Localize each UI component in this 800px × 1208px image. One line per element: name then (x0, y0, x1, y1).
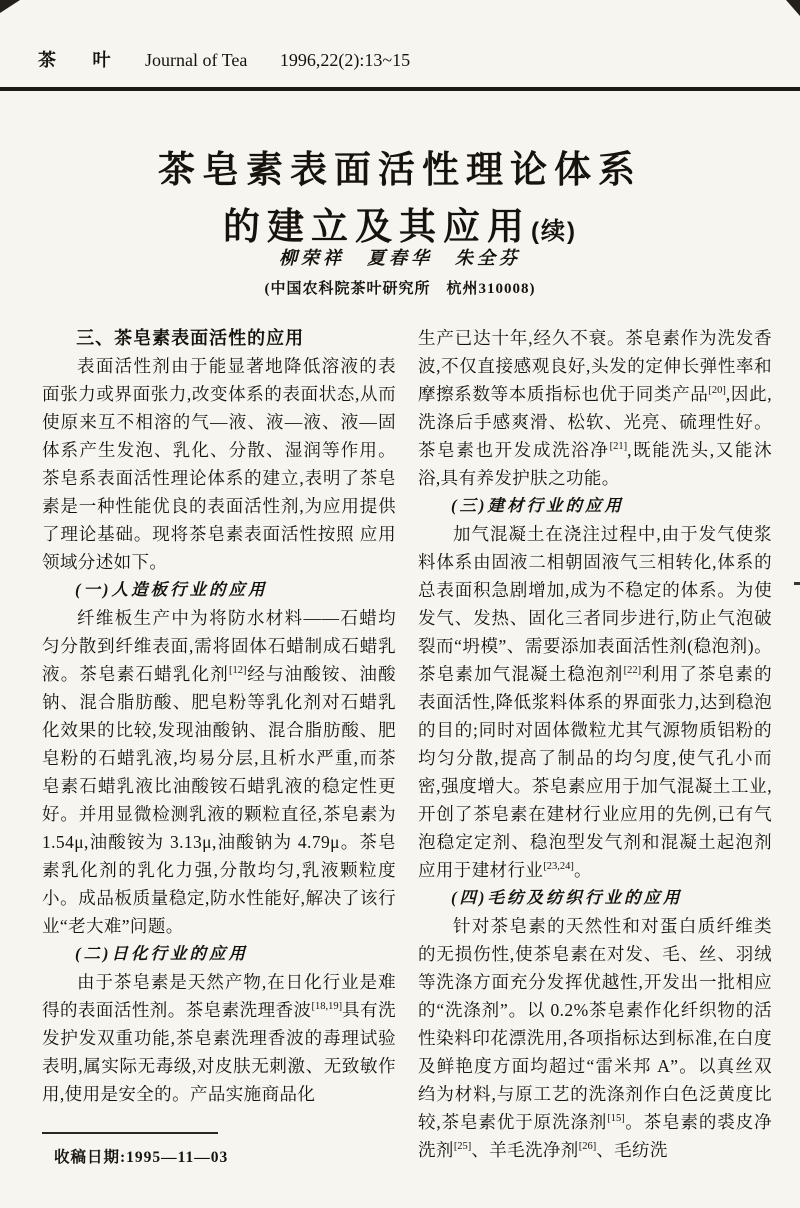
article-title-continued-tag: (续) (531, 217, 577, 245)
journal-issue-info: 1996,22(2):13~15 (279, 50, 411, 70)
received-date: 收稿日期:1995—11—03 (54, 1149, 229, 1166)
scan-artifact-edge (794, 582, 800, 585)
author-affiliation: (中国农科院茶叶研究所 杭州310008) (264, 281, 536, 297)
citation-superscript: [12] (228, 665, 247, 677)
subsection-heading-building-material: (三)建材行业的应用 (451, 496, 624, 515)
citation-superscript: [18,19] (311, 1001, 343, 1013)
subsection-heading-textile: (四)毛纺及纺织行业的应用 (451, 888, 683, 907)
paragraph-shampoo-continued: 生产已达十年,经久不衰。茶皂素作为洗发香波,不仅直接感观良好,头发的定伸长弹性率和摩擦系数等本质指标也优于同类产品[20],因此,洗涤后手感爽滑、松软、光亮、硫理性好。茶皂素也开发成洗浴净[21],既能洗头,又能沐浴,具有养发护肤之功能。 (418, 328, 772, 488)
journal-name-en: Journal of Tea (145, 50, 248, 70)
left-column (42, 324, 396, 1184)
paragraph-surfactant-intro: 表面活性剂由于能显著地降低溶液的表面张力或界面张力,改变体系的表面状态,从而使原来互不相溶的气—液、液—液、液—固体系产生发泡、乳化、分散、湿润等作用。茶皂系表面活性理论体系的建立,表明了茶皂素是一种性能优良的表面活性剂,为应用提供了理论基础。现将茶皂素表面活性按照 应用领域分述如下。 (42, 356, 396, 572)
subsection-heading-daily-chemical: (二)日化行业的应用 (75, 944, 248, 963)
citation-superscript: [21] (609, 441, 628, 453)
page-header (38, 46, 770, 72)
citation-superscript: [20] (708, 385, 726, 397)
citation-superscript: [25] (453, 1141, 472, 1153)
citation-superscript: [22] (623, 665, 642, 677)
footnote-divider (42, 1132, 218, 1134)
journal-name-cn: 茶 叶 (38, 50, 127, 70)
citation-superscript: [26] (578, 1141, 597, 1153)
scan-artifact-top-right (786, 0, 800, 16)
right-column (418, 324, 772, 1184)
paragraph-aerated-concrete: 加气混凝土在浇注过程中,由于发气使浆料体系由固液二相朝固液气三相转化,体系的总表面积急剧增加,成为不稳定的体系。为使发气、发热、固化三者同步进行,防止气泡破裂而“坍模”、需要添加表面活性剂(稳泡剂)。茶皂素加气混凝土稳泡剂[22]利用了茶皂素的表面活性,降低浆料体系的界面张力,达到稳泡的目的;同时对固体微粒尤其气源物质铝粉的均匀分散,提高了制品的均匀度,使气孔小而密,强度增大。茶皂素应用于加气混凝土工业,开创了茶皂素在建材行业应用的先例,已有气泡稳定定剂、稳泡型发气剂和混凝土起泡剂应用于建材行业[23,24]。 (418, 524, 772, 880)
citation-superscript: [15] (607, 1113, 625, 1125)
paragraph-fiberboard: 纤维板生产中为将防水材料——石蜡均匀分散到纤维表面,需将固体石蜡制成石蜡乳液。茶皂素石蜡乳化剂[12]经与油酸铵、油酸钠、混合脂肪酸、肥皂粉等乳化剂对石蜡乳化效果的比较,发现油酸钠、混合脂肪酸、肥皂粉的石蜡乳液,均易分层,且析水严重,而茶皂素石蜡乳液比油酸铵石蜡乳液的稳定性更好。并用显微检测乳液的颗粒直径,茶皂素为 1.54μ,油酸铵为 3.13μ,油酸钠为 4.79μ。茶皂素乳化剂的乳化力强,分散均匀,乳液颗粒度小。成品板质量稳定,防水性能好,解决了该行业“老大难”问题。 (42, 608, 397, 936)
subsection-heading-fiberboard: (一)人造板行业的应用 (75, 580, 268, 599)
citation-superscript: [23,24] (543, 861, 574, 873)
article-title-line2: 的建立及其应用 (223, 205, 531, 247)
scan-artifact-top-left (0, 0, 20, 13)
section-heading-applications: 三、茶皂素表面活性的应用 (76, 328, 305, 348)
paragraph-textile: 针对茶皂素的天然性和对蛋白质纤维类的无损伤性,使茶皂素在对发、毛、丝、羽绒等洗涤方面充分发挥优越性,开发出一批相应的“洗涤剂”。以 0.2%茶皂素作化纤织物的活性染料印花漂洗用,各项指标达到标准,在白度及鲜艳度方面均超过“雷米邦 A”。以真丝双绉为材料,与原工艺的洗涤剂作白色泛黄度比较,茶皂素优于原洗涤剂[15]。茶皂素的裘皮净洗剂[25]、羊毛洗净剂[26]、毛纺洗 (418, 916, 773, 1160)
paragraph-daily-chemical: 由于茶皂素是天然产物,在日化行业是难得的表面活性剂。茶皂素洗理香波[18,19]具有洗发护发双重功能,茶皂素洗理香波的毒理试验表明,属实际无毒级,对皮肤无刺激、无致敏作用,使用是安全的。产品实施商品化 (42, 972, 397, 1104)
author-names: 柳荣祥 夏春华 朱全芬 (279, 248, 521, 268)
article-title (0, 141, 800, 260)
footnote-block (42, 1132, 396, 1172)
body-columns (42, 324, 772, 1184)
header-divider (0, 87, 800, 91)
article-title-line1: 茶皂素表面活性理论体系 (158, 148, 642, 190)
